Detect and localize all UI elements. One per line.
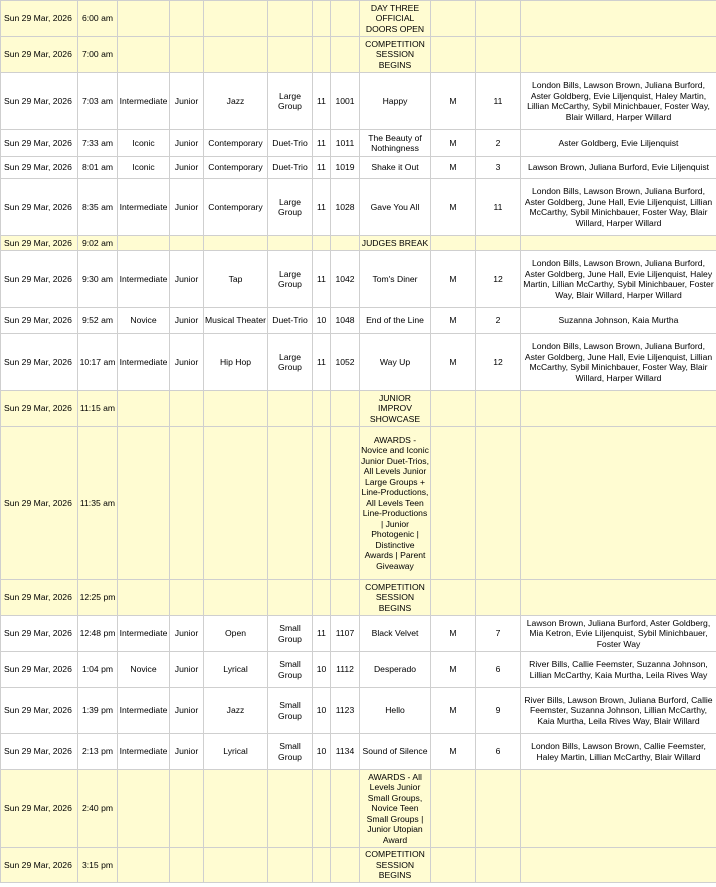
age-cell xyxy=(313,391,331,427)
event-row xyxy=(1,391,716,427)
style-cell: Lyrical xyxy=(204,734,268,770)
style-cell: Jazz xyxy=(204,73,268,130)
event-row xyxy=(1,580,716,616)
group-size-cell: Small Group xyxy=(268,688,313,734)
dancer-count-cell: 3 xyxy=(476,157,521,179)
date-cell xyxy=(1,73,78,130)
level-cell: Intermediate xyxy=(118,734,170,770)
date-cell xyxy=(1,427,78,580)
gender-cell: M xyxy=(431,308,476,334)
dancer-count-cell: 11 xyxy=(476,73,521,130)
dancers-cell: Lawson Brown, Juliana Burford, Aster Goldberg, Mia Ketron, Evie Liljenquist, Sybil Minichbauer, Foster Way xyxy=(521,616,716,652)
date-text: Sun 29 Mar, 2026 xyxy=(4,137,72,148)
date-text: Sun 29 Mar, 2026 xyxy=(4,95,72,106)
routine-title-cell: COMPETITION SESSION BEGINS xyxy=(360,37,431,73)
level-cell: Intermediate xyxy=(118,334,170,391)
entry-number-cell: 1107 xyxy=(331,616,360,652)
entry-number-cell: 1112 xyxy=(331,652,360,688)
gender-cell xyxy=(431,391,476,427)
age-division-cell: Junior xyxy=(170,179,204,236)
date-cell xyxy=(1,616,78,652)
age-division-cell xyxy=(170,580,204,616)
age-division-cell xyxy=(170,848,204,883)
group-size-cell xyxy=(268,580,313,616)
dancer-count-cell: 11 xyxy=(476,179,521,236)
dancer-count-cell: 7 xyxy=(476,616,521,652)
level-cell xyxy=(118,391,170,427)
dancers-cell xyxy=(521,1,716,37)
group-size-cell: Small Group xyxy=(268,734,313,770)
date-text: Sun 29 Mar, 2026 xyxy=(4,664,72,675)
date-text: Sun 29 Mar, 2026 xyxy=(4,803,72,814)
level-cell xyxy=(118,580,170,616)
age-cell xyxy=(313,848,331,883)
group-size-cell: Duet-Trio xyxy=(268,157,313,179)
age-cell xyxy=(313,37,331,73)
style-cell xyxy=(204,236,268,251)
dancer-count-cell: 9 xyxy=(476,688,521,734)
dancers-cell: Suzanna Johnson, Kaia Murtha xyxy=(521,308,716,334)
gender-cell: M xyxy=(431,251,476,308)
dancer-count-cell: 6 xyxy=(476,652,521,688)
age-division-cell xyxy=(170,770,204,848)
level-cell: Novice xyxy=(118,652,170,688)
style-cell: Musical Theater xyxy=(204,308,268,334)
routine-title-cell: JUNIOR IMPROV SHOWCASE xyxy=(360,391,431,427)
date-text: Sun 29 Mar, 2026 xyxy=(4,201,72,212)
date-text: Sun 29 Mar, 2026 xyxy=(4,497,72,508)
time-cell: 8:35 am xyxy=(78,179,118,236)
level-cell: Intermediate xyxy=(118,616,170,652)
entry-number-cell: 1001 xyxy=(331,73,360,130)
style-cell: Open xyxy=(204,616,268,652)
dancers-cell: London Bills, Lawson Brown, Juliana Burford, Aster Goldberg, June Hall, Evie Liljenquist, Lillian McCarthy, Sybil Minichbauer, Foster Way, Blair Willard, Harper Willard xyxy=(521,334,716,391)
level-cell: Intermediate xyxy=(118,688,170,734)
dancers-cell: Lawson Brown, Juliana Burford, Evie Liljenquist xyxy=(521,157,716,179)
group-size-cell: Duet-Trio xyxy=(268,308,313,334)
time-cell: 8:01 am xyxy=(78,157,118,179)
routine-row xyxy=(1,652,716,688)
gender-cell xyxy=(431,848,476,883)
time-cell: 7:33 am xyxy=(78,130,118,157)
gender-cell: M xyxy=(431,130,476,157)
date-cell xyxy=(1,1,78,37)
routine-row xyxy=(1,179,716,236)
routine-title-cell: Desperado xyxy=(360,652,431,688)
date-text: Sun 29 Mar, 2026 xyxy=(4,592,72,603)
event-row xyxy=(1,427,716,580)
age-cell xyxy=(313,770,331,848)
entry-number-cell xyxy=(331,37,360,73)
age-cell: 10 xyxy=(313,688,331,734)
date-cell xyxy=(1,179,78,236)
dancer-count-cell xyxy=(476,580,521,616)
style-cell: Tap xyxy=(204,251,268,308)
dancer-count-cell xyxy=(476,236,521,251)
date-cell xyxy=(1,688,78,734)
routine-title-cell: AWARDS - All Levels Junior Small Groups, Novice Teen Small Groups | Junior Utopian Award xyxy=(360,770,431,848)
gender-cell: M xyxy=(431,734,476,770)
gender-cell: M xyxy=(431,157,476,179)
age-cell: 11 xyxy=(313,179,331,236)
entry-number-cell xyxy=(331,770,360,848)
event-row xyxy=(1,848,716,883)
style-cell xyxy=(204,391,268,427)
routine-title-cell: AWARDS - Novice and Iconic Junior Duet-Trios, All Levels Junior Large Groups + Line-Productions, All Levels Teen Line-Productions | Junior Photogenic | Distinctive Awards | Parent Giveaway xyxy=(360,427,431,580)
dancers-cell: London Bills, Lawson Brown, Juliana Burford, Aster Goldberg, Evie Liljenquist, Haley Martin, Lillian McCarthy, Sybil Minichbauer, Foster Way, Blair Willard, Harper Willard xyxy=(521,73,716,130)
dancers-cell xyxy=(521,427,716,580)
routine-row xyxy=(1,688,716,734)
dancer-count-cell xyxy=(476,848,521,883)
level-cell xyxy=(118,770,170,848)
age-cell: 11 xyxy=(313,251,331,308)
dancers-cell xyxy=(521,580,716,616)
age-division-cell: Junior xyxy=(170,652,204,688)
group-size-cell: Small Group xyxy=(268,652,313,688)
age-division-cell xyxy=(170,391,204,427)
dancers-cell xyxy=(521,391,716,427)
group-size-cell xyxy=(268,391,313,427)
routine-title-cell: DAY THREE OFFICIAL DOORS OPEN xyxy=(360,1,431,37)
time-cell: 1:39 pm xyxy=(78,688,118,734)
level-cell xyxy=(118,1,170,37)
level-cell xyxy=(118,848,170,883)
dancers-cell xyxy=(521,848,716,883)
age-cell: 11 xyxy=(313,157,331,179)
dancers-cell: London Bills, Lawson Brown, Juliana Burford, Aster Goldberg, June Hall, Evie Liljenquist, Haley Martin, Lillian McCarthy, Sybil Minichbauer, Foster Way, Blair Willard, Harper Willard xyxy=(521,251,716,308)
gender-cell: M xyxy=(431,73,476,130)
group-size-cell: Duet-Trio xyxy=(268,130,313,157)
age-cell: 10 xyxy=(313,652,331,688)
group-size-cell xyxy=(268,236,313,251)
age-division-cell xyxy=(170,37,204,73)
time-cell: 12:25 pm xyxy=(78,580,118,616)
age-cell xyxy=(313,1,331,37)
routine-row xyxy=(1,251,716,308)
dancer-count-cell xyxy=(476,1,521,37)
event-row xyxy=(1,1,716,37)
dancers-cell: River Bills, Lawson Brown, Juliana Burford, Callie Feemster, Suzanna Johnson, Lillian McCarthy, Kaia Murtha, Leila Rives Way, Blair Willard xyxy=(521,688,716,734)
entry-number-cell: 1134 xyxy=(331,734,360,770)
group-size-cell xyxy=(268,37,313,73)
dancers-cell: London Bills, Lawson Brown, Juliana Burford, Aster Goldberg, June Hall, Evie Liljenquist, Lillian McCarthy, Sybil Minichbauer, Foster Way, Blair Willard, Harper Willard xyxy=(521,179,716,236)
date-cell xyxy=(1,157,78,179)
entry-number-cell: 1123 xyxy=(331,688,360,734)
style-cell: Contemporary xyxy=(204,130,268,157)
routine-title-cell: COMPETITION SESSION BEGINS xyxy=(360,580,431,616)
style-cell xyxy=(204,848,268,883)
date-cell xyxy=(1,334,78,391)
date-text: Sun 29 Mar, 2026 xyxy=(4,13,72,24)
dancers-cell: Aster Goldberg, Evie Liljenquist xyxy=(521,130,716,157)
gender-cell: M xyxy=(431,652,476,688)
entry-number-cell xyxy=(331,848,360,883)
gender-cell xyxy=(431,427,476,580)
age-division-cell xyxy=(170,427,204,580)
date-text: Sun 29 Mar, 2026 xyxy=(4,162,72,173)
event-row xyxy=(1,37,716,73)
dancers-cell xyxy=(521,236,716,251)
age-division-cell: Junior xyxy=(170,157,204,179)
gender-cell xyxy=(431,770,476,848)
date-text: Sun 29 Mar, 2026 xyxy=(4,628,72,639)
group-size-cell: Large Group xyxy=(268,73,313,130)
date-text: Sun 29 Mar, 2026 xyxy=(4,356,72,367)
date-cell xyxy=(1,652,78,688)
routine-title-cell: Tom's Diner xyxy=(360,251,431,308)
routine-row xyxy=(1,157,716,179)
level-cell: Iconic xyxy=(118,157,170,179)
routine-title-cell: COMPETITION SESSION BEGINS xyxy=(360,848,431,883)
age-division-cell: Junior xyxy=(170,308,204,334)
age-division-cell: Junior xyxy=(170,73,204,130)
dancer-count-cell: 2 xyxy=(476,130,521,157)
age-division-cell: Junior xyxy=(170,334,204,391)
time-cell: 2:40 pm xyxy=(78,770,118,848)
gender-cell xyxy=(431,580,476,616)
routine-title-cell: Hello xyxy=(360,688,431,734)
dancer-count-cell xyxy=(476,37,521,73)
routine-row xyxy=(1,616,716,652)
age-cell xyxy=(313,427,331,580)
time-cell: 3:15 pm xyxy=(78,848,118,883)
time-cell: 11:35 am xyxy=(78,427,118,580)
dancer-count-cell xyxy=(476,770,521,848)
dancers-cell: River Bills, Callie Feemster, Suzanna Johnson, Lillian McCarthy, Kaia Murtha, Leila Rives Way xyxy=(521,652,716,688)
age-cell: 11 xyxy=(313,130,331,157)
dancers-cell: London Bills, Lawson Brown, Callie Feemster, Haley Martin, Lillian McCarthy, Blair Willard xyxy=(521,734,716,770)
level-cell xyxy=(118,236,170,251)
time-cell: 9:52 am xyxy=(78,308,118,334)
schedule-body xyxy=(1,1,716,883)
date-cell xyxy=(1,308,78,334)
date-cell xyxy=(1,236,78,251)
level-cell: Iconic xyxy=(118,130,170,157)
age-division-cell: Junior xyxy=(170,734,204,770)
routine-row xyxy=(1,308,716,334)
entry-number-cell xyxy=(331,580,360,616)
dancer-count-cell: 6 xyxy=(476,734,521,770)
date-cell xyxy=(1,130,78,157)
routine-title-cell: Black Velvet xyxy=(360,616,431,652)
event-row xyxy=(1,236,716,251)
routine-row xyxy=(1,130,716,157)
date-cell xyxy=(1,391,78,427)
entry-number-cell: 1011 xyxy=(331,130,360,157)
entry-number-cell: 1042 xyxy=(331,251,360,308)
routine-title-cell: Way Up xyxy=(360,334,431,391)
dancer-count-cell xyxy=(476,427,521,580)
group-size-cell: Large Group xyxy=(268,179,313,236)
date-text: Sun 29 Mar, 2026 xyxy=(4,403,72,414)
time-cell: 9:30 am xyxy=(78,251,118,308)
level-cell: Novice xyxy=(118,308,170,334)
time-cell: 7:00 am xyxy=(78,37,118,73)
gender-cell xyxy=(431,1,476,37)
date-cell xyxy=(1,580,78,616)
style-cell: Contemporary xyxy=(204,179,268,236)
style-cell: Jazz xyxy=(204,688,268,734)
routine-title-cell: The Beauty of Nothingness xyxy=(360,130,431,157)
date-text: Sun 29 Mar, 2026 xyxy=(4,705,72,716)
dancer-count-cell xyxy=(476,391,521,427)
age-cell xyxy=(313,236,331,251)
routine-title-cell: End of the Line xyxy=(360,308,431,334)
style-cell: Contemporary xyxy=(204,157,268,179)
time-cell: 2:13 pm xyxy=(78,734,118,770)
style-cell xyxy=(204,427,268,580)
date-text: Sun 29 Mar, 2026 xyxy=(4,237,72,248)
style-cell xyxy=(204,580,268,616)
age-cell: 11 xyxy=(313,334,331,391)
time-cell: 6:00 am xyxy=(78,1,118,37)
level-cell: Intermediate xyxy=(118,251,170,308)
dancers-cell xyxy=(521,770,716,848)
age-division-cell: Junior xyxy=(170,688,204,734)
group-size-cell: Large Group xyxy=(268,251,313,308)
entry-number-cell: 1019 xyxy=(331,157,360,179)
level-cell xyxy=(118,427,170,580)
entry-number-cell xyxy=(331,236,360,251)
date-cell xyxy=(1,734,78,770)
dancer-count-cell: 12 xyxy=(476,251,521,308)
age-cell: 11 xyxy=(313,616,331,652)
group-size-cell xyxy=(268,848,313,883)
style-cell xyxy=(204,1,268,37)
entry-number-cell: 1052 xyxy=(331,334,360,391)
entry-number-cell: 1028 xyxy=(331,179,360,236)
date-cell xyxy=(1,37,78,73)
group-size-cell: Large Group xyxy=(268,334,313,391)
date-text: Sun 29 Mar, 2026 xyxy=(4,273,72,284)
group-size-cell xyxy=(268,1,313,37)
routine-row xyxy=(1,73,716,130)
date-cell xyxy=(1,848,78,883)
style-cell xyxy=(204,770,268,848)
routine-title-cell: Sound of Silence xyxy=(360,734,431,770)
gender-cell: M xyxy=(431,616,476,652)
age-division-cell xyxy=(170,236,204,251)
date-text: Sun 29 Mar, 2026 xyxy=(4,315,72,326)
dancers-cell xyxy=(521,37,716,73)
dancer-count-cell: 12 xyxy=(476,334,521,391)
date-cell xyxy=(1,770,78,848)
date-cell xyxy=(1,251,78,308)
time-cell: 9:02 am xyxy=(78,236,118,251)
group-size-cell: Small Group xyxy=(268,616,313,652)
routine-title-cell: JUDGES BREAK xyxy=(360,236,431,251)
time-cell: 1:04 pm xyxy=(78,652,118,688)
routine-title-cell: Happy xyxy=(360,73,431,130)
gender-cell xyxy=(431,236,476,251)
routine-title-cell: Gave You All xyxy=(360,179,431,236)
level-cell xyxy=(118,37,170,73)
age-cell: 11 xyxy=(313,73,331,130)
age-cell: 10 xyxy=(313,734,331,770)
entry-number-cell: 1048 xyxy=(331,308,360,334)
entry-number-cell xyxy=(331,391,360,427)
level-cell: Intermediate xyxy=(118,179,170,236)
gender-cell: M xyxy=(431,179,476,236)
level-cell: Intermediate xyxy=(118,73,170,130)
age-division-cell xyxy=(170,1,204,37)
group-size-cell xyxy=(268,770,313,848)
entry-number-cell xyxy=(331,427,360,580)
group-size-cell xyxy=(268,427,313,580)
style-cell: Lyrical xyxy=(204,652,268,688)
gender-cell xyxy=(431,37,476,73)
time-cell: 7:03 am xyxy=(78,73,118,130)
event-row xyxy=(1,770,716,848)
routine-row xyxy=(1,334,716,391)
gender-cell: M xyxy=(431,334,476,391)
date-text: Sun 29 Mar, 2026 xyxy=(4,859,72,870)
age-division-cell: Junior xyxy=(170,130,204,157)
age-cell: 10 xyxy=(313,308,331,334)
entry-number-cell xyxy=(331,1,360,37)
time-cell: 10:17 am xyxy=(78,334,118,391)
age-division-cell: Junior xyxy=(170,616,204,652)
style-cell: Hip Hop xyxy=(204,334,268,391)
date-text: Sun 29 Mar, 2026 xyxy=(4,746,72,757)
routine-title-cell: Shake it Out xyxy=(360,157,431,179)
routine-row xyxy=(1,734,716,770)
gender-cell: M xyxy=(431,688,476,734)
time-cell: 12:48 pm xyxy=(78,616,118,652)
style-cell xyxy=(204,37,268,73)
age-cell xyxy=(313,580,331,616)
age-division-cell: Junior xyxy=(170,251,204,308)
date-text: Sun 29 Mar, 2026 xyxy=(4,49,72,60)
dancer-count-cell: 2 xyxy=(476,308,521,334)
time-cell: 11:15 am xyxy=(78,391,118,427)
